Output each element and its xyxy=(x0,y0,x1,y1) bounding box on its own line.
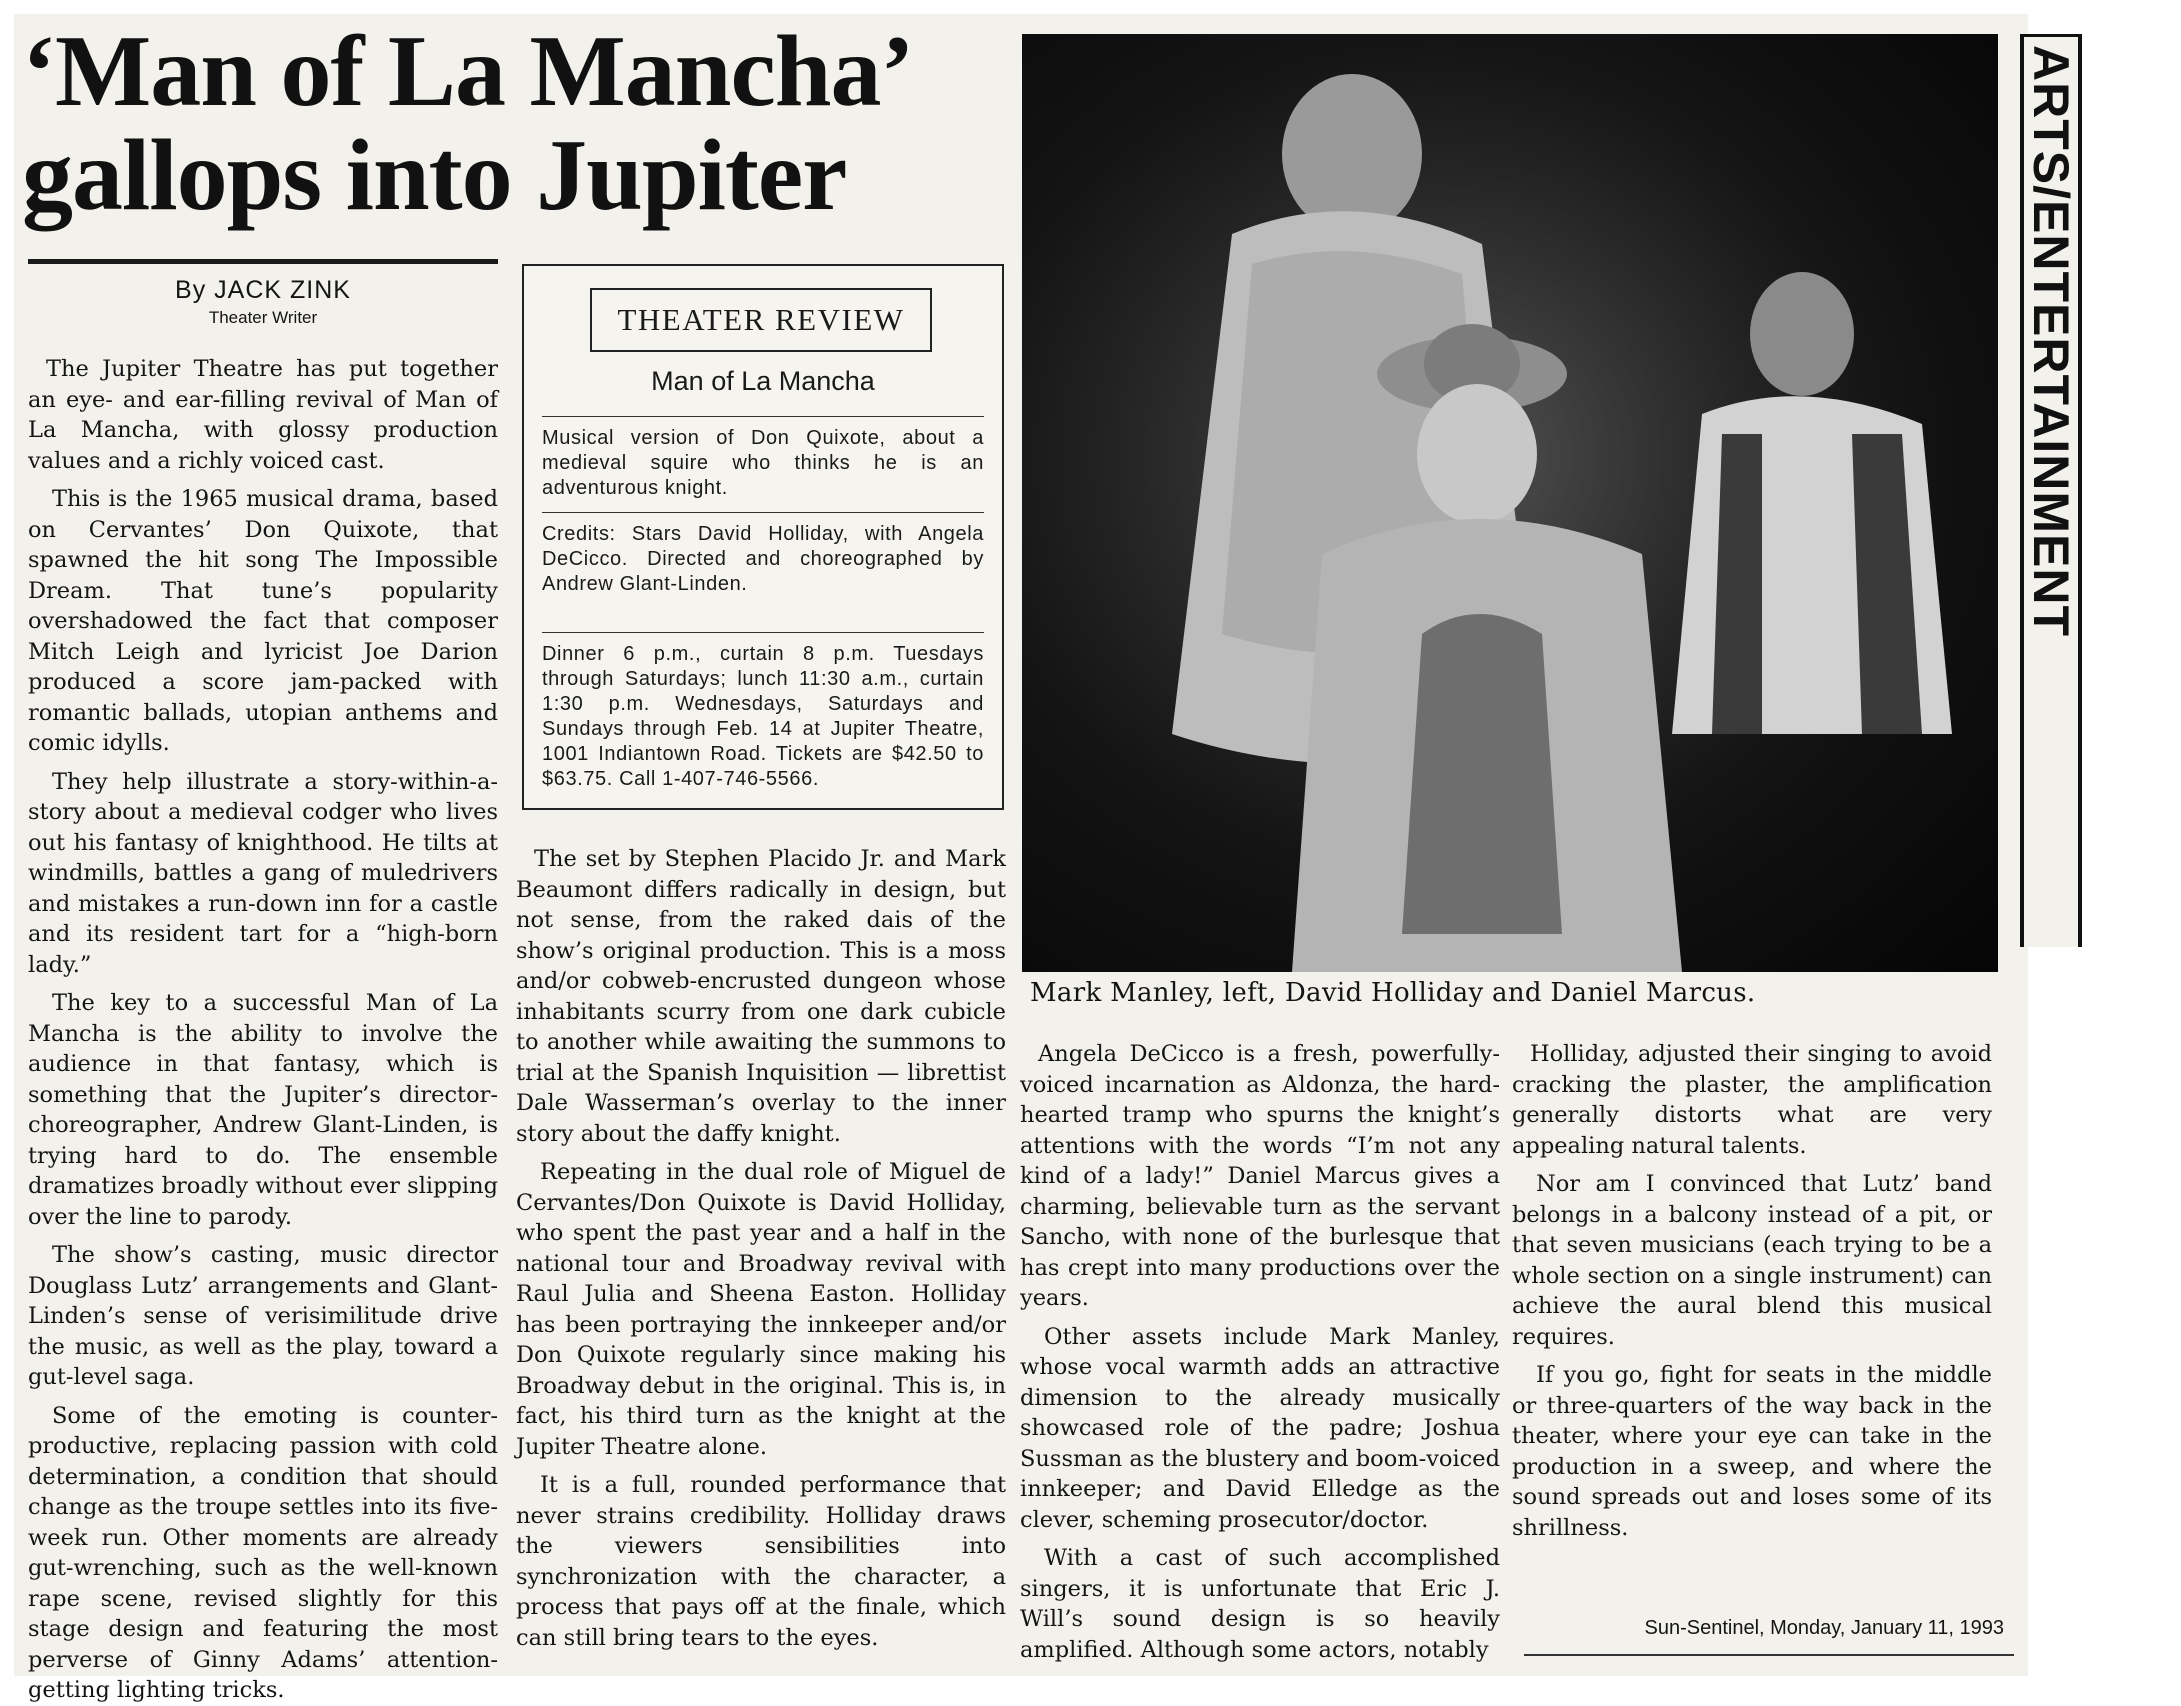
headline-line-2: gallops into Jupiter xyxy=(22,119,847,232)
divider xyxy=(542,416,984,417)
paragraph: The set by Stephen Placido Jr. and Mark Beaumont differs radically in design, but not sense, from the raked dais of the show’s original production. This is a moss and/or cobweb-encrusted dungeon whose inhabitants scurry from one dark cubicle to another while awaiting the summons to trial at the Spanish Inquisition — librettist Dale Wasserman’s overlay to the inner story about the daffy knight. xyxy=(516,846,1006,1147)
paragraph: This is the 1965 musical drama, based on Cervantes’ Don Quixote, that spawned the hit song The Impossible Dream. That tune’s popularity overshadowed the fact that composer Mitch Leigh and lyricist Joe Darion produced a score jam-packed with romantic ballads, utopian anthems and comic idylls. xyxy=(28,486,498,756)
byline xyxy=(28,276,498,328)
paragraph: It is a full, rounded performance that never strains credibility. Holliday draws the viewers sensibilities into synchronization with the character, a process that pays off at the finale, which can still bring tears to the eyes. xyxy=(516,1472,1006,1651)
paragraph: Some of the emoting is counter-productive, replacing passion with cold determination, a condition that should change as the troupe settles into its five-week run. Other moments are already gut-wrenching, such as the well-known rape scene, revised slightly for this stage design and featuring the most perverse of Ginny Adams’ attention-getting lighting tricks. xyxy=(28,1402,498,1703)
review-label: THEATER REVIEW xyxy=(590,288,932,352)
paragraph: The Jupiter Theatre has put together an eye- and ear-filling revival of Man of La Mancha, with glossy production values and a richly voiced cast. xyxy=(28,356,498,474)
paragraph: Angela DeCicco is a fresh, powerfully-voiced incarnation as Aldonza, the hard-hearted tramp who spurns the knight’s attentions with the words “I’m not any kind of a lady!” Daniel Marcus gives a charming, believable turn as the servant Sancho, with none of the burlesque that has crept into many productions over the years. xyxy=(1020,1041,1500,1311)
review-description: Musical version of Don Quixote, about a medieval squire who thinks he is an adventurous knight. xyxy=(542,427,984,499)
article-column-4 xyxy=(1512,1039,1992,1539)
section-label: ARTS/ENTERTAINMENT xyxy=(2023,45,2079,638)
paragraph: They help illustrate a story-within-a-story about a medieval codger who lives out his fantasy of knighthood. He tilts at windmills, battles a gang of muledrivers and mistakes a run-down inn for a castle and its resident tart for a “high-born lady.” xyxy=(28,768,498,978)
photo-caption: Mark Manley, left, David Holliday and Daniel Marcus. xyxy=(1030,978,1756,1008)
stage-photo-image xyxy=(1022,34,1998,972)
paragraph: The show’s casting, music director Douglass Lutz’ arrangements and Glant-Linden’s sense of verisimilitude drive the music, as well as the play, toward a gut-level saga. xyxy=(28,1242,498,1390)
divider xyxy=(542,512,984,513)
paragraph: The key to a successful Man of La Mancha is the ability to involve the audience in that fantasy, which is something that the Jupiter’s director-choreographer, Andrew Glant-Linden, is trying hard to do. The ensemble dramatizes broadly without ever slipping over the line to parody. xyxy=(28,990,498,1230)
paragraph: If you go, fight for seats in the middle or three-quarters of the way back in the theater, where your eye can take in the production in a sweep, and where the sound spreads out and loses some of its shrillness. xyxy=(1512,1362,1992,1541)
paragraph: Other assets include Mark Manley, whose vocal warmth adds an attractive dimension to the already musically showcased role of the padre; Joshua Sussman as the blustery and boom-voiced innkeeper; and David Elledge as the clever, scheming prosecutor/doctor. xyxy=(1020,1323,1500,1533)
paragraph: With a cast of such accomplished singers, it is unfortunate that Eric J. Will’s sound design is so heavily amplified. Although some actors, notably xyxy=(1020,1545,1500,1663)
paragraph: Holliday, adjusted their singing to avoid cracking the plaster, the amplification generally distorts what are very appealing natural talents. xyxy=(1512,1041,1992,1159)
theater-review-box xyxy=(522,264,1004,810)
source-line: Sun-Sentinel, Monday, January 11, 1993 xyxy=(1644,1617,2004,1639)
divider xyxy=(542,632,984,633)
review-schedule: Dinner 6 p.m., curtain 8 p.m. Tuesdays through Saturdays; lunch 11:30 a.m., curtain 1:30 p.m. Wednesdays, Saturdays and Sundays through Feb. 14 at Jupiter Theatre, 1001 Indiantown Road. Tickets are $42.50 to $63.75. Call 1-407-746-5566. xyxy=(542,643,984,790)
section-label-box xyxy=(2020,34,2082,947)
paragraph: Nor am I convinced that Lutz’ band belongs in a balcony instead of a pit, or that seven musicians (each trying to be a whole section on a single instrument) can achieve the aural blend this musical requires. xyxy=(1512,1171,1992,1350)
newspaper-clipping xyxy=(14,14,2079,1703)
paragraph: Repeating in the dual role of Miguel de Cervantes/Don Quixote is David Holliday, who spent the past year and a half in the national tour and Broadway revival with Raul Julia and Sheena Easton. Holliday has been portraying the innkeeper and/or Don Quixote regularly since making his Broadway debut in the original. This is, in fact, his third turn as the knight at the Jupiter Theatre alone. xyxy=(516,1159,1006,1460)
article-column-3 xyxy=(1020,1039,1500,1679)
headline-rule xyxy=(28,259,498,264)
headline-line-1: ‘Man of La Mancha’ xyxy=(22,15,914,128)
headline xyxy=(22,15,1002,232)
source-rule xyxy=(1524,1654,2014,1656)
article-column-1 xyxy=(28,354,498,1703)
stage-photo xyxy=(1022,34,1998,972)
article-column-2 xyxy=(516,844,1006,1676)
byline-title: Theater Writer xyxy=(208,308,318,327)
review-show-title: Man of La Mancha xyxy=(651,366,875,396)
byline-name: By JACK ZINK xyxy=(175,276,351,304)
review-credits: Credits: Stars David Holliday, with Angela DeCicco. Directed and choreographed by Andrew Glant-Linden. xyxy=(542,523,984,595)
